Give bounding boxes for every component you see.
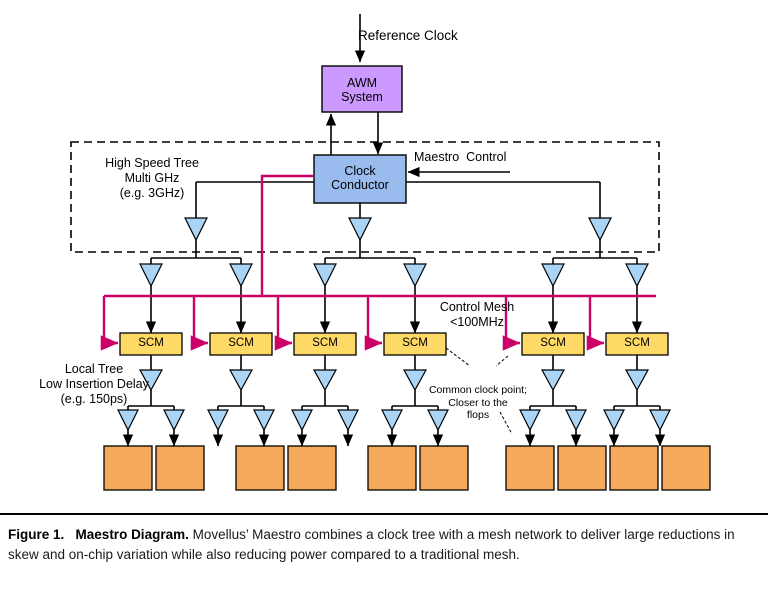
flop-block-4[interactable] [288, 446, 336, 490]
scm-box-6[interactable] [606, 333, 668, 355]
clock-buffer-triangle-icon [566, 410, 586, 430]
figure-number: Figure 1. [8, 527, 65, 542]
awm-system-label: AWM System [341, 76, 383, 105]
awm-system-box[interactable] [322, 66, 402, 112]
figure-title: Maestro Diagram [75, 527, 186, 542]
clock-buffer-triangle-icon [164, 410, 184, 430]
clock-buffer-triangle-icon [349, 218, 371, 240]
clock-buffer-triangle-icon [185, 218, 207, 240]
common-clock-point-label: Common clock point; Closer to the flops [428, 384, 528, 422]
scm-box-1[interactable] [120, 333, 182, 355]
flop-block-9[interactable] [610, 446, 658, 490]
flop-block-5[interactable] [368, 446, 416, 490]
flop-block-1[interactable] [104, 446, 152, 490]
clock-conductor-label: Clock Conductor [331, 164, 389, 193]
mesh-drop-scm-6 [590, 296, 604, 343]
clock-buffer-triangle-icon [254, 410, 274, 430]
clock-buffer-triangle-icon [626, 264, 648, 286]
maestro-control-label: Maestro Control [414, 150, 507, 164]
local-tree-label: Local Tree Low Insertion Delay (e.g. 150ps) [39, 362, 149, 406]
scm-label-1: SCM [138, 337, 164, 349]
caption-body: Movellus’ Maestro combines a clock tree with a mesh network to deliver large reductions in skew and on-chip variation while also reducing power compared to a traditional mesh. [8, 527, 735, 562]
high-speed-tree-label: High Speed Tree Multi GHz (e.g. 3GHz) [105, 156, 199, 200]
clock-buffer-triangle-icon [542, 264, 564, 286]
clock-buffer-triangle-icon [626, 370, 648, 390]
clock-buffer-triangle-icon [230, 370, 252, 390]
clock-buffer-triangle-icon [292, 410, 312, 430]
clock-buffer-triangle-icon [314, 370, 336, 390]
flop-block-3[interactable] [236, 446, 284, 490]
clock-buffer-triangle-icon [604, 410, 624, 430]
clock-buffer-triangle-icon [404, 264, 426, 286]
clock-buffer-triangle-icon [140, 264, 162, 286]
clock-conductor-box[interactable] [314, 155, 406, 203]
caption-text: Figure 1. Maestro Diagram. Movellus’ Maestro combines a clock tree with a mesh network to deliver large reductions in skew and on-chip variation while also reducing power compared to a traditional mesh. [8, 527, 735, 562]
flop-block-8[interactable] [558, 446, 606, 490]
scm-label-3: SCM [312, 337, 338, 349]
control-mesh-label: Control Mesh <100MHz [439, 300, 515, 329]
scm-label-6: SCM [624, 337, 650, 349]
flop-block-7[interactable] [506, 446, 554, 490]
mesh-drop-scm-2 [194, 296, 208, 343]
scm-label-5: SCM [540, 337, 566, 349]
clock-buffer-triangle-icon [382, 410, 402, 430]
mesh-drop-scm-4 [368, 296, 382, 343]
scm-box-3[interactable] [294, 333, 356, 355]
scm-box-5[interactable] [522, 333, 584, 355]
clock-buffer-triangle-icon [589, 218, 611, 240]
scm-box-2[interactable] [210, 333, 272, 355]
clock-buffer-triangle-icon [650, 410, 670, 430]
flop-block-6[interactable] [420, 446, 468, 490]
callout-leader-right [496, 356, 508, 366]
mesh-drop-scm-3 [278, 296, 292, 343]
scm-label-2: SCM [228, 337, 254, 349]
flop-block-2[interactable] [156, 446, 204, 490]
reference-clock-label: Reference Clock [358, 28, 458, 43]
mesh-from-conductor [262, 176, 314, 296]
clock-buffer-triangle-icon [230, 264, 252, 286]
clock-buffer-triangle-icon [314, 264, 336, 286]
mesh-drop-scm-1 [104, 296, 118, 343]
scm-box-4[interactable] [384, 333, 446, 355]
clock-buffer-triangle-icon [208, 410, 228, 430]
clock-buffer-triangle-icon [542, 370, 564, 390]
clock-buffer-triangle-icon [118, 410, 138, 430]
callout-leader-left [446, 348, 470, 366]
scm-label-4: SCM [402, 337, 428, 349]
figure-caption [0, 513, 768, 613]
clock-buffer-triangle-icon [338, 410, 358, 430]
flop-block-10[interactable] [662, 446, 710, 490]
